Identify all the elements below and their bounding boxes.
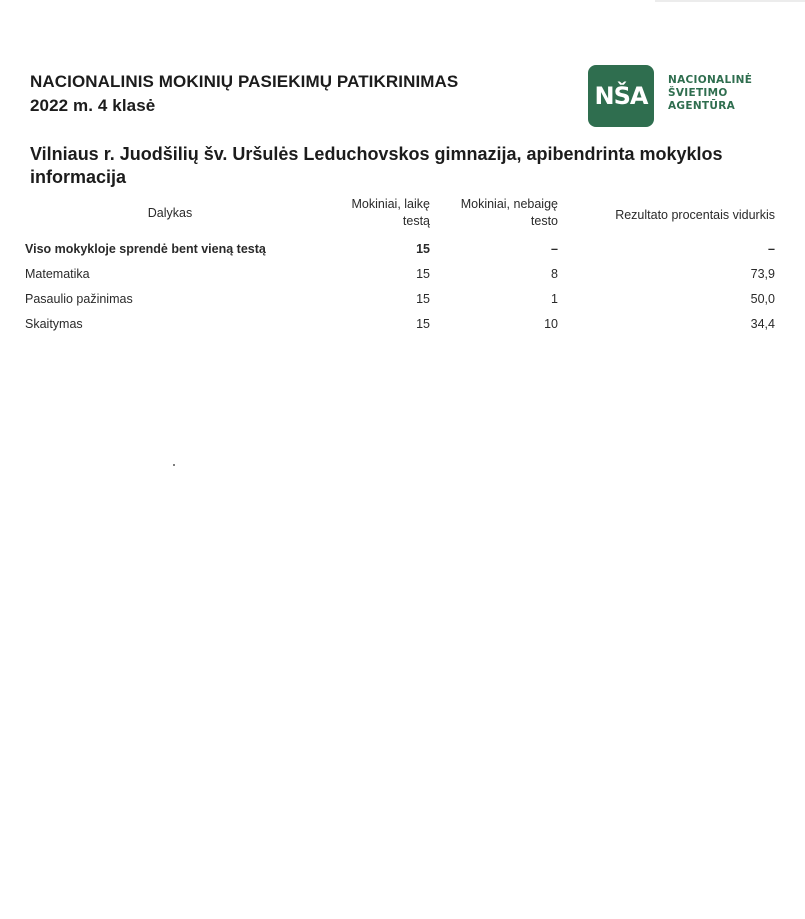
cell-students-took: 15	[416, 242, 430, 256]
cell-not-finished: 1	[551, 292, 558, 306]
results-table	[25, 195, 780, 337]
header-subject: Dalykas	[147, 206, 193, 220]
scan-speck	[173, 464, 175, 466]
table-row	[25, 312, 780, 337]
cell-average: 73,9	[750, 267, 775, 281]
agency-name-line-2: ŠVIETIMO	[668, 87, 728, 99]
report-title	[30, 70, 458, 118]
cell-subject: Matematika	[25, 267, 90, 281]
scan-edge	[655, 0, 805, 2]
header-students-took-line-2: testą	[402, 214, 430, 228]
cell-not-finished: –	[551, 242, 558, 256]
agency-logo-text	[668, 74, 752, 113]
cell-not-finished: 8	[551, 267, 558, 281]
agency-name-line-1: NACIONALINĖ	[668, 74, 753, 86]
table-row	[25, 262, 780, 287]
cell-subject: Viso mokykloje sprendė bent vieną testą	[25, 242, 266, 256]
header-not-finished-line-1: Mokiniai, nebaigę	[460, 197, 558, 211]
school-title: Vilniaus r. Juodšilių šv. Uršulės Leduchovskos gimnazija, apibendrinta mokyklos informacija	[30, 144, 723, 187]
agency-name-line-3: AGENTŪRA	[668, 100, 736, 112]
header-students-took-line-1: Mokiniai, laikę	[351, 197, 430, 211]
cell-students-took: 15	[416, 267, 430, 281]
cell-not-finished: 10	[544, 317, 558, 331]
table-header	[25, 195, 780, 233]
header-students-not-finished	[430, 196, 558, 230]
agency-logo	[588, 65, 768, 127]
cell-average: –	[768, 242, 775, 256]
cell-subject: Pasaulio pažinimas	[25, 292, 133, 306]
header-not-finished-line-2: testo	[530, 214, 558, 228]
header-students-took	[315, 196, 430, 230]
cell-average: 34,4	[750, 317, 775, 331]
agency-logo-mark: NŠA	[588, 65, 654, 127]
cell-students-took: 15	[416, 317, 430, 331]
header-average-result: Rezultato procentais vidurkis	[615, 208, 775, 222]
cell-average: 50,0	[750, 292, 775, 306]
cell-subject: Skaitymas	[25, 317, 83, 331]
table-row	[25, 287, 780, 312]
report-title-line-1: NACIONALINIS MOKINIŲ PASIEKIMŲ PATIKRINIMAS	[30, 72, 459, 91]
cell-students-took: 15	[416, 292, 430, 306]
report-title-line-2: 2022 m. 4 klasė	[30, 96, 156, 115]
table-row-summary	[25, 237, 780, 262]
